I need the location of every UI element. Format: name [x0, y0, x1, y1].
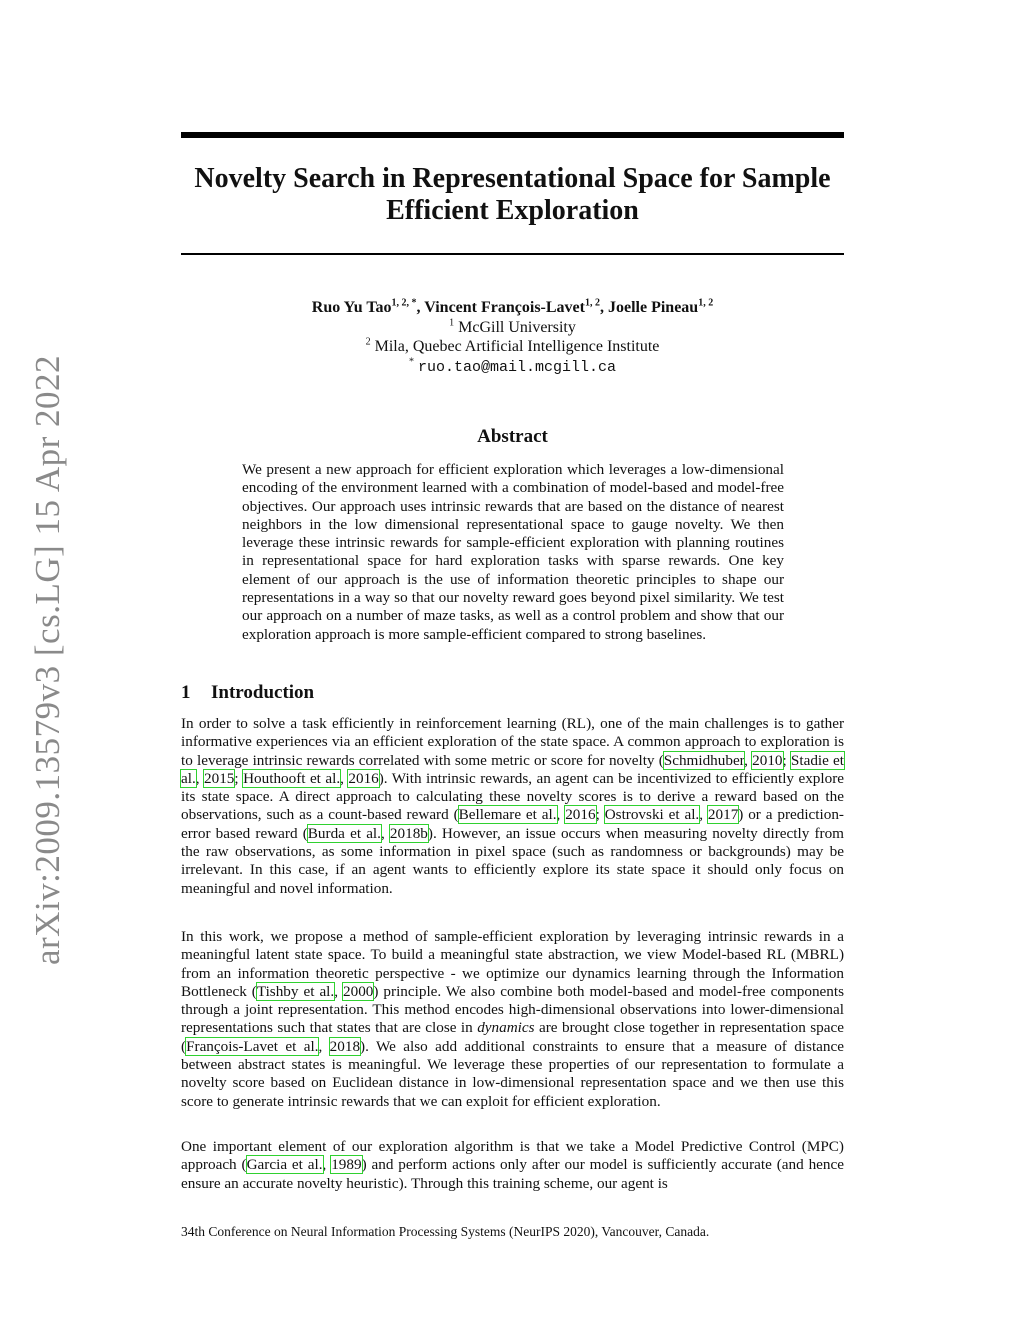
intro-paragraph-2: In this work, we propose a method of sample-efficient exploration by leveraging intrinsic rewards in a meaningful latent state space. To build a meaningful state abstraction, we view Model-based RL (MBRL) from an information theoretic perspective - we optimize our dynamics learning through the Information Bottleneck (Tishby et al., 2000) principle. We also combine both model-based and model-free components through a joint representation. This method encodes high-dimensional observations into lower-dimensional representations such that states that are close in dynamics are brought close together in representation space (François-Lavet et al., 2018). We also add additional constraints to ensure that a measure of distance between abstract states is meaningful. We leverage these properties of our representation to formulate a novelty score based on Euclidean distance in low-dimensional representation space and we then use this score to generate intrinsic rewards that we can exploit for efficient exploration.	[181, 928, 845, 1110]
title-line-2: Efficient Exploration	[386, 195, 639, 226]
citation-link[interactable]: Schmidhuber	[663, 751, 745, 769]
author-block	[181, 298, 844, 377]
abstract-heading: Abstract	[477, 426, 548, 447]
citation-link[interactable]: Burda et al.	[307, 824, 381, 842]
citation-link[interactable]: Stadie et al.	[181, 751, 845, 787]
affiliation-1: $^1$ McGill University	[449, 317, 576, 336]
author-names: Ruo Yu Tao$^{1, 2, *}$, Vincent François-Lavet$^{1, 2}$, Joelle Pineau$^{1, 2}$	[311, 297, 714, 316]
citation-link[interactable]: 2018	[329, 1037, 361, 1055]
citation-link[interactable]: Houthooft et al.	[243, 769, 341, 787]
citation-link[interactable]: Garcia et al.	[246, 1156, 323, 1174]
section-heading-introduction	[181, 682, 314, 704]
author-1: Ruo Yu Tao	[311, 299, 392, 316]
citation-link[interactable]: Tishby et al.	[256, 982, 335, 1000]
author-2-affil: 1, 2	[584, 297, 600, 309]
citation-link[interactable]: 2015	[204, 769, 235, 787]
arxiv-identifier: arXiv:2009.13579v3 [cs.LG] 15 Apr 2022	[28, 354, 67, 966]
title-rule-top	[181, 132, 844, 138]
author-1-affil: 1, 2, *	[391, 297, 417, 309]
title-rule-bottom	[181, 253, 844, 255]
section-title: Introduction	[211, 682, 315, 703]
citation-link[interactable]: 2016	[348, 769, 379, 787]
paper-title	[181, 163, 844, 227]
citation-link[interactable]: 2000	[343, 982, 374, 1000]
citation-link[interactable]: François-Lavet et al.	[186, 1037, 319, 1055]
citation-link[interactable]: Ostrovski et al.	[604, 806, 700, 824]
author-3: Joelle Pineau	[607, 299, 699, 316]
intro-paragraph-3: One important element of our exploration algorithm is that we take a Model Predictive Control (MPC) approach (Garcia et al., 1989) and perform actions only after our model is sufficiently accurate (and hence ensure an accurate novelty heuristic). Through this training scheme, our agent is	[181, 1138, 845, 1192]
title-line-1: Novelty Search in Representational Space for Sample	[194, 163, 831, 194]
citation-link[interactable]: 2018b	[389, 824, 428, 842]
conference-footnote: 34th Conference on Neural Information Processing Systems (NeurIPS 2020), Vancouver, Canada.	[181, 1224, 710, 1239]
citation-link[interactable]: Bellemare et al.	[458, 806, 557, 824]
email-address[interactable]: ruo.tao@mail.mcgill.ca	[417, 358, 617, 376]
citation-link[interactable]: 1989	[331, 1156, 362, 1174]
citation-link[interactable]: 2010	[752, 751, 783, 769]
citation-link[interactable]: 2017	[707, 806, 739, 824]
citation-link[interactable]: 2016	[565, 806, 596, 824]
author-3-affil: 1, 2	[698, 297, 714, 309]
intro-paragraph-1: In order to solve a task efficiently in reinforcement learning (RL), one of the main challenges is to gather informative experiences via an efficient exploration of the state space. A common approach to exploration is to leverage intrinsic rewards correlated with some metric or score for novelty (Schmidhuber, 2010; Stadie et al., 2015; Houthooft et al., 2016). With intrinsic rewards, an agent can be incentivized to efficiently explore its state space. A direct approach to calculating these novelty scores is to derive a reward based on the observations, such as a count-based reward (Bellemare et al., 2016; Ostrovski et al., 2017) or a prediction-error based reward (Burda et al., 2018b). However, an issue occurs when measuring novelty directly from the raw observations, as some information in pixel space (such as randomness or backgrounds) may be irrelevant. In this case, if an agent wants to efficiently explore its state space it should only focus on meaningful and novel information.	[181, 715, 845, 897]
author-email: * ruo.tao@mail.mcgill.ca	[408, 356, 617, 376]
affiliation-2: $^2$ Mila, Quebec Artificial Intelligence Institute	[365, 336, 660, 355]
section-number: 1	[181, 682, 191, 703]
author-2: Vincent François-Lavet	[424, 299, 585, 316]
abstract-text: We present a new approach for efficient exploration which leverages a low-dimensional encoding of the environment learned with a combination of model-based and model-free objectives. Our approach uses intrinsic rewards that are based on the distance of nearest neighbors in the low dimensional representational space to gauge novelty. We then leverage these intrinsic rewards for sample-efficient exploration with planning routines in representational space for hard exploration tasks with sparse rewards. One key element of our approach is the use of information theoretic principles to shape our representations in a way so that our novelty reward goes beyond pixel similarity. We test our approach on a number of maze tasks, as well as a control problem and show that our exploration approach is more sample-efficient compared to strong baselines.	[242, 461, 784, 643]
